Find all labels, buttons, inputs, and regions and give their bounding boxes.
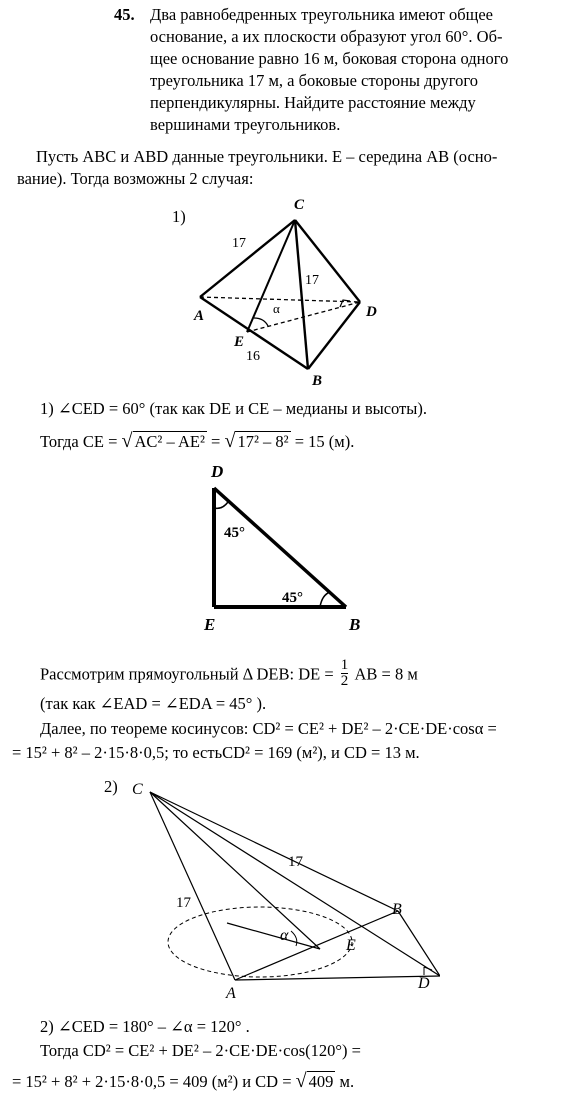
case1-pyramid-figure: [190, 192, 390, 392]
case2-vertex-D: D: [418, 975, 430, 992]
case1-sqrt-1-content: AC² – AE²: [134, 432, 205, 451]
case2-line-2: Тогда CD² = CE² + DE² – 2·CE·DE·cos(120°) =: [40, 1041, 361, 1060]
case1-vertex-B: B: [312, 373, 323, 389]
case2-label: 2): [104, 777, 118, 796]
case1-length-AE: 16: [246, 349, 260, 364]
tri-vertex-B: B: [349, 615, 361, 634]
problem-line-2: основание, а их плоскости образуют угол 60°. Об-: [150, 27, 503, 46]
case2-vertex-B: B: [392, 901, 402, 918]
problem-line-3: щее основание равно 16 м, боковая сторона одного: [150, 49, 509, 68]
tri-vertex-D: D: [211, 462, 224, 481]
case1-length-CB: 17: [305, 273, 319, 288]
tri-angle-right: 45°: [282, 590, 303, 606]
tri-vertex-E: E: [204, 615, 216, 634]
case1-point-E: E: [234, 334, 245, 350]
case1-line-2-suffix: = 15 (м).: [294, 432, 355, 451]
case2-line-3: [12, 1070, 354, 1093]
case1-label: 1): [172, 207, 186, 226]
case1-line-1: 1) ∠CED = 60° (так как DE и CE – медианы и высоты).: [40, 399, 427, 418]
case1-sqrt-1: √ AC² – AE²: [121, 430, 205, 452]
problem-line-6: вершинами треугольников.: [150, 115, 341, 134]
case1-consider-prefix: Рассмотрим прямоугольный Δ DEB: DE =: [40, 664, 334, 684]
case1-angle-alpha: α: [273, 301, 280, 316]
case1-sqrt-2: √ 17² – 8²: [224, 430, 289, 452]
tri-angle-top: 45°: [224, 525, 245, 541]
case1-length-AC: 17: [232, 236, 246, 251]
case1-line-2: [40, 430, 354, 453]
case2-line-3-suffix: м.: [339, 1072, 355, 1091]
case2-vertex-C: C: [132, 781, 143, 798]
triangle-DEB-figure: [196, 454, 376, 644]
problem-line-5: перпендикулярны. Найдите расстояние между: [150, 93, 476, 112]
case1-cos-line-2: = 15² + 8² – 2·15·8·0,5; то естьCD² = 169 (м²), и CD = 13 м.: [12, 743, 420, 762]
case1-consider-line: [40, 657, 418, 691]
fraction-denominator: 2: [340, 673, 349, 689]
case1-because: (так как ∠EAD = ∠EDA = 45° ).: [40, 694, 267, 713]
case1-fraction: [341, 658, 349, 689]
case2-angle-alpha: α: [280, 927, 289, 944]
problem-line-4: треугольника 17 м, а боковые стороны другого: [150, 71, 479, 90]
problem-line-1: Два равнобедренных треугольника имеют общее: [150, 5, 493, 24]
intro-line-2: вание). Тогда возможны 2 случая:: [17, 169, 254, 188]
problem-number: 45.: [114, 5, 135, 24]
case2-point-E: E: [346, 937, 356, 954]
case1-vertex-A: A: [194, 308, 205, 324]
case1-sqrt-2-content: 17² – 8²: [237, 432, 289, 451]
case2-sqrt-content: 409: [308, 1072, 334, 1091]
case2-line-3-prefix: = 15² + 8² + 2·15·8·0,5 = 409 (м²) и CD =: [12, 1072, 292, 1091]
intro-line-1: Пусть ABC и ABD данные треугольники. E – середина AB (осно-: [36, 147, 498, 166]
case1-line-2-eq: =: [211, 432, 221, 451]
case1-vertex-C: C: [294, 197, 305, 213]
case1-cos-line-1: Далее, по теореме косинусов: CD² = CE² + DE² – 2·CE·DE·cosα =: [40, 719, 497, 738]
case1-line-2-prefix: Тогда CE =: [40, 432, 118, 451]
fraction-numerator: 1: [340, 657, 349, 673]
case2-sqrt: √ 409: [295, 1070, 334, 1092]
case2-vertex-A: A: [226, 985, 236, 1002]
case2-length-CB: 17: [288, 854, 303, 870]
case1-vertex-D: D: [366, 304, 377, 320]
case1-consider-suffix: AB = 8 м: [354, 664, 418, 684]
case2-figure: [120, 776, 440, 1006]
case2-length-CA: 17: [176, 895, 191, 911]
case2-line-1: 2) ∠CED = 180° – ∠α = 120° .: [40, 1017, 250, 1036]
